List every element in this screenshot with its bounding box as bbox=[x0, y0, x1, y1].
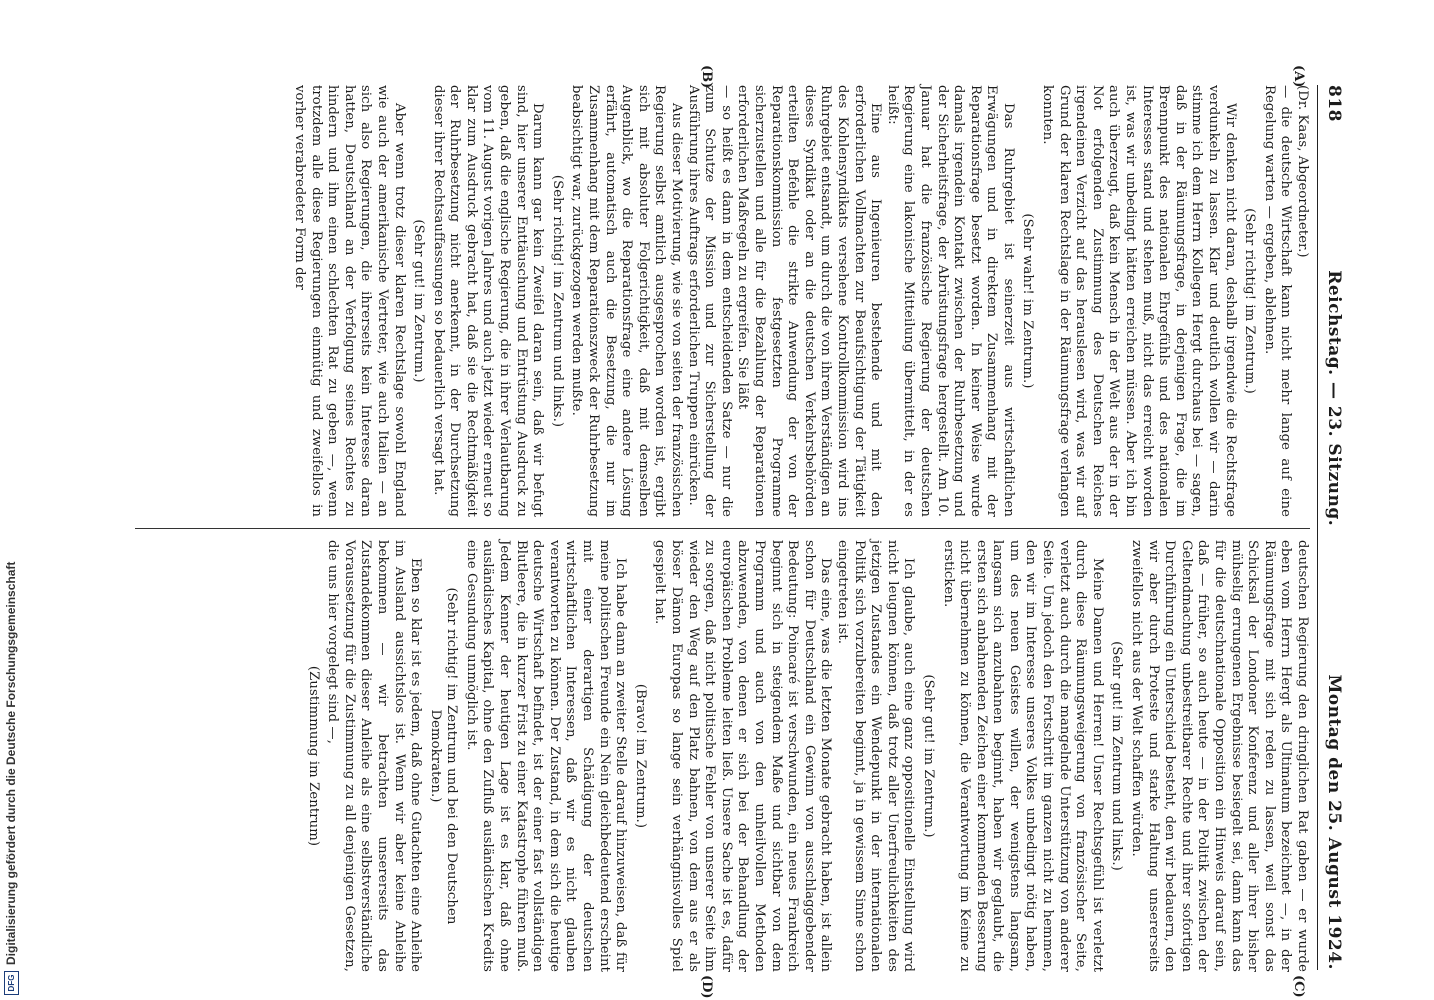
interjection: (Sehr richtig! im Zentrum.) bbox=[1242, 208, 1258, 394]
interjection: (Sehr gut! im Zentrum.) bbox=[411, 219, 427, 383]
paragraph: Eben so klar ist es jedem, daß ohne Gutachten eine Anleihe im Ausland aussichtslos ist. Wenn wir aber keine Anleihe bekommen — wir betrachten unsererseits das Zustandekommen dieser Anleihe als eine selbstverständliche Voraussetzung für die Zustimmung zu all denjenigen Gesetzen, die uns hier vorgelegt sind —, bbox=[325, 540, 424, 972]
right-column bbox=[301, 540, 1310, 972]
paragraph: Aus dieser Motivierung, wie sie von seiten der französischen Regierung selbst amtlich ausgesprochen worden ist, ergibt sich mit absoluter Folgerichtigkeit, daß mit demselben Augenblick, wo die Reparationsfrage eine andere Lösung erfährt, automatisch auch die Besetzung, die nur im Zusammenhang mit dem Reparationszweck der Ruhrbesetzung beabsichtigt war, zurückgezogen werden mußte. bbox=[569, 85, 685, 517]
paragraph: Wir denken nicht daran, deshalb irgendwie die Rechtsfrage verdunkeln zu lassen. Klar und deutlich wollen wir — darin stimme ich dem Herrn Kollegen Hergt durchaus bei — sagen, daß in der Räumungsfrage, in derjenigen Frage, die im Brennpunkt des nationalen Ehrgefühls und des nationalen Interesses stand und stehen muß, nicht das erreicht worden ist, was wir unbedingt hätten erreichen müssen. Aber ich bin auch überzeugt, daß kein Mensch in der Welt aus der in der Not erfolgenden Zustimmung des Deutschen Reiches irgendeinen Verzicht auf das herauslesen wird, was wir auf Grund der klaren Rechtslage in der Räumungsfrage verlangen konnten. bbox=[1040, 85, 1238, 517]
interjection: (Bravo! im Zentrum.) bbox=[632, 683, 648, 829]
header-rule bbox=[1317, 85, 1318, 970]
session-date: Montag den 25. August 1924. bbox=[1324, 674, 1344, 970]
margin-mark-d: (D) bbox=[699, 975, 714, 999]
page-number: 818 bbox=[1324, 85, 1344, 122]
dfg-logo: DFG bbox=[4, 971, 19, 995]
funding-strip bbox=[0, 0, 26, 1000]
margin-mark-a: (A) bbox=[1291, 65, 1306, 88]
interjection: (Zustimmung im Zentrum) bbox=[305, 665, 321, 847]
speaker-line: (Dr. Kaas, Abgeordneter.) bbox=[1295, 85, 1310, 258]
paragraph: Aber wenn trotz dieser klaren Rechtslage sowohl England wie auch der amerikanische Vertreter, wie auch Italien — an sich also Regierungen, die ihrerseits kein Interesse daran hatten, Deutschland an der Verfolgung seines Rechtes zu hindern und ihm einen schlechten Rat zu geben —, wenn trotzdem alle diese Regierungen einmütig und zweifellos in vorher verabredeter Form der bbox=[291, 85, 407, 517]
interjection: (Sehr gut! im Zentrum und links.) bbox=[1109, 641, 1125, 871]
paragraph: Ich habe dann an zweiter Stelle darauf hinzuweisen, daß für meine politischen Freunde ein Nein gleichbedeutend erscheint mit einer derartigen Schädigung der deutschen wirtschaftlichen Interessen, daß wir es nicht glauben verantworten zu können. Der Zustand, in dem sich die heutige deutsche Wirtschaft befindet, ist der einer fast vollständigen Blutleere, die in kurzer Frist zu einer Katastrophe führen muß. Jedem Kenner der heutigen Lage ist es klar, daß ohne ausländisches Kapital, ohne den Zufluß ausländischen Kredits eine Gesundung unmöglich ist. bbox=[463, 540, 629, 972]
left-column bbox=[290, 85, 1310, 517]
paragraph: Ich glaube, auch eine ganz oppositionelle Einstellung wird nicht leugnen können, daß trotz aller Unerfreulichkeiten des jetzigen Zustandes ein Wendepunkt in der internationalen Politik sich vorzubereiten beginnt, ja in gewissem Sinne schon eingetreten ist. bbox=[834, 540, 917, 972]
column-divider bbox=[135, 528, 1310, 529]
funding-note bbox=[4, 562, 19, 995]
scanned-page bbox=[115, 25, 1350, 1000]
paragraph: Eine aus Ingenieuren bestehende und mit den erforderlichen Vollmachten zur Beaufsichtigung der Tätigkeit des Kohlensyndikats versehene Kontrollkommission wird ins Ruhrgebiet entsandt, um durch die von ihrem Verständigen an dieses Syndikat oder an die deutschen Verkehrsbehörden erteilten Befehle die strikte Anwendung der von der Reparationskommission festgesetzten Programme sicherzustellen und alle für die Bezahlung der Reparationen erforderlichen Maßregeln zu ergreifen. Sie läßt bbox=[735, 85, 884, 517]
funding-text: Digitalisierung gefördert durch die Deutsche Forschungsgemeinschaft bbox=[4, 561, 18, 965]
paragraph: Das eine, was die letzten Monate gebracht haben, ist allein schon für Deutschland ein Gewinn von ausschlaggebender Bedeutung: Poincaré ist verschwunden, ein neues Frankreich beginnt sich in steigendem Maße und sichtbar von dem Programm und auch von den unheilvollen Methoden abzuwenden, von denen er sich bei der Behandlung der europäischen Probleme leiten ließ. Unsere Sache ist es, dafür zu sorgen, daß nicht politische Fehler von unserer Seite ihm wieder den Weg auf den Platz bahnen, von dem aus er als böser Dämon Europas so lange sein verhängnisvolles Spiel gespielt hat. bbox=[652, 540, 834, 972]
session-title: Reichstag. — 23. Sitzung. bbox=[1324, 270, 1344, 527]
running-head bbox=[1318, 85, 1344, 970]
margin-mark-b: (B) bbox=[699, 65, 714, 89]
paragraph: Das Ruhrgebiet ist seinerzeit aus wirtschaftlichen Erwägungen und in direktem Zusammenhang mit der Reparationsfrage besetzt worden. In keiner Weise wurde damals irgendein Kontakt zwischen der Ruhrbesetzung und der Sicherheitsfrage, der Abrüstungsfrage hergestellt. Am 10. Januar hat die französische Regierung der deutschen Regierung eine lakonische Mitteilung übermittelt, in der es heißt: bbox=[884, 85, 1016, 517]
interjection: (Sehr richtig! im Zentrum und links.) bbox=[549, 174, 565, 428]
interjection: (Sehr wahr! im Zentrum.) bbox=[1020, 213, 1036, 389]
margin-mark-c: (C) bbox=[1291, 975, 1306, 998]
paragraph: — die deutsche Wirtschaft kann nicht mehr lange auf eine Regelung warten — ergeben, ablehnen. bbox=[1261, 85, 1294, 517]
paragraph: Meine Damen und Herren! Unser Rechtsgefühl ist verletzt durch diese Räumungsweigerung von französischer Seite, verletzt auch durch die mangelnde Unterstützung von anderer Seite. Um jedoch den Fortschritt im ganzen nicht zu hemmen, den wir im Interesse unseres Volkes unbedingt nötig haben, um des neuen Geistes willen, der wenigstens langsam, langsam sich anzubahnen beginnt, haben wir geglaubt, die ersten sich anbahnenden Zeichen einer kommenden Besserung nicht übernehmen zu können, die Verantwortung im Keime zu ersticken. bbox=[940, 540, 1105, 972]
page-content bbox=[115, 25, 1350, 1000]
paragraph: Darum kann gar kein Zweifel daran sein, daß wir befugt sind, hier unserer Enttäuschung und Entrüstung Ausdruck zu geben, daß die englische Regierung, die in ihrer Verlautbarung vom 11. August vorigen Jahres und auch jetzt wieder erneut so klar zum Ausdruck gebracht hat, daß sie die Rechtmäßigkeit der Ruhrbesetzung nicht anerkennt, in der Durchsetzung dieser ihrer Rechtsauffassungen so bedauerlich versagt hat. bbox=[430, 85, 546, 517]
interjection: (Sehr richtig! im Zentrum und bei den Deutschen Demokraten.) bbox=[427, 587, 460, 925]
paragraph: deutschen Regierung den dringlichen Rat gaben — er wurde eben vom Herrn Hergt als Ultimatum bezeichnet —, in der Räumungsfrage mit sich reden zu lassen, weil sonst das Schicksal der Londoner Konferenz und aller ihrer bisher mühselig errungenen Ergebnisse besiegelt sei, dann kann das für die deutschnationale Opposition ein Hinweis darauf sein, daß — früher, so auch heute — in der Politik zwischen der Geltendmachung unbestreitbarer Rechte und ihrer sofortigen Durchführung ein Unterschied besteht, den wir bedauern, den wir aber durch Proteste und starke Haltung unsererseits zweifellos nicht aus der Welt schaffen würden. bbox=[1129, 540, 1310, 972]
interjection: (Sehr gut! im Zentrum.) bbox=[920, 674, 936, 838]
paragraph: — so heißt es dann in dem entscheidenden Satze — nur die zum Schutze der Mission und zur Sicherstellung der Ausführung ihres Auftrags erforderlichen Truppen einrücken. bbox=[685, 85, 734, 517]
